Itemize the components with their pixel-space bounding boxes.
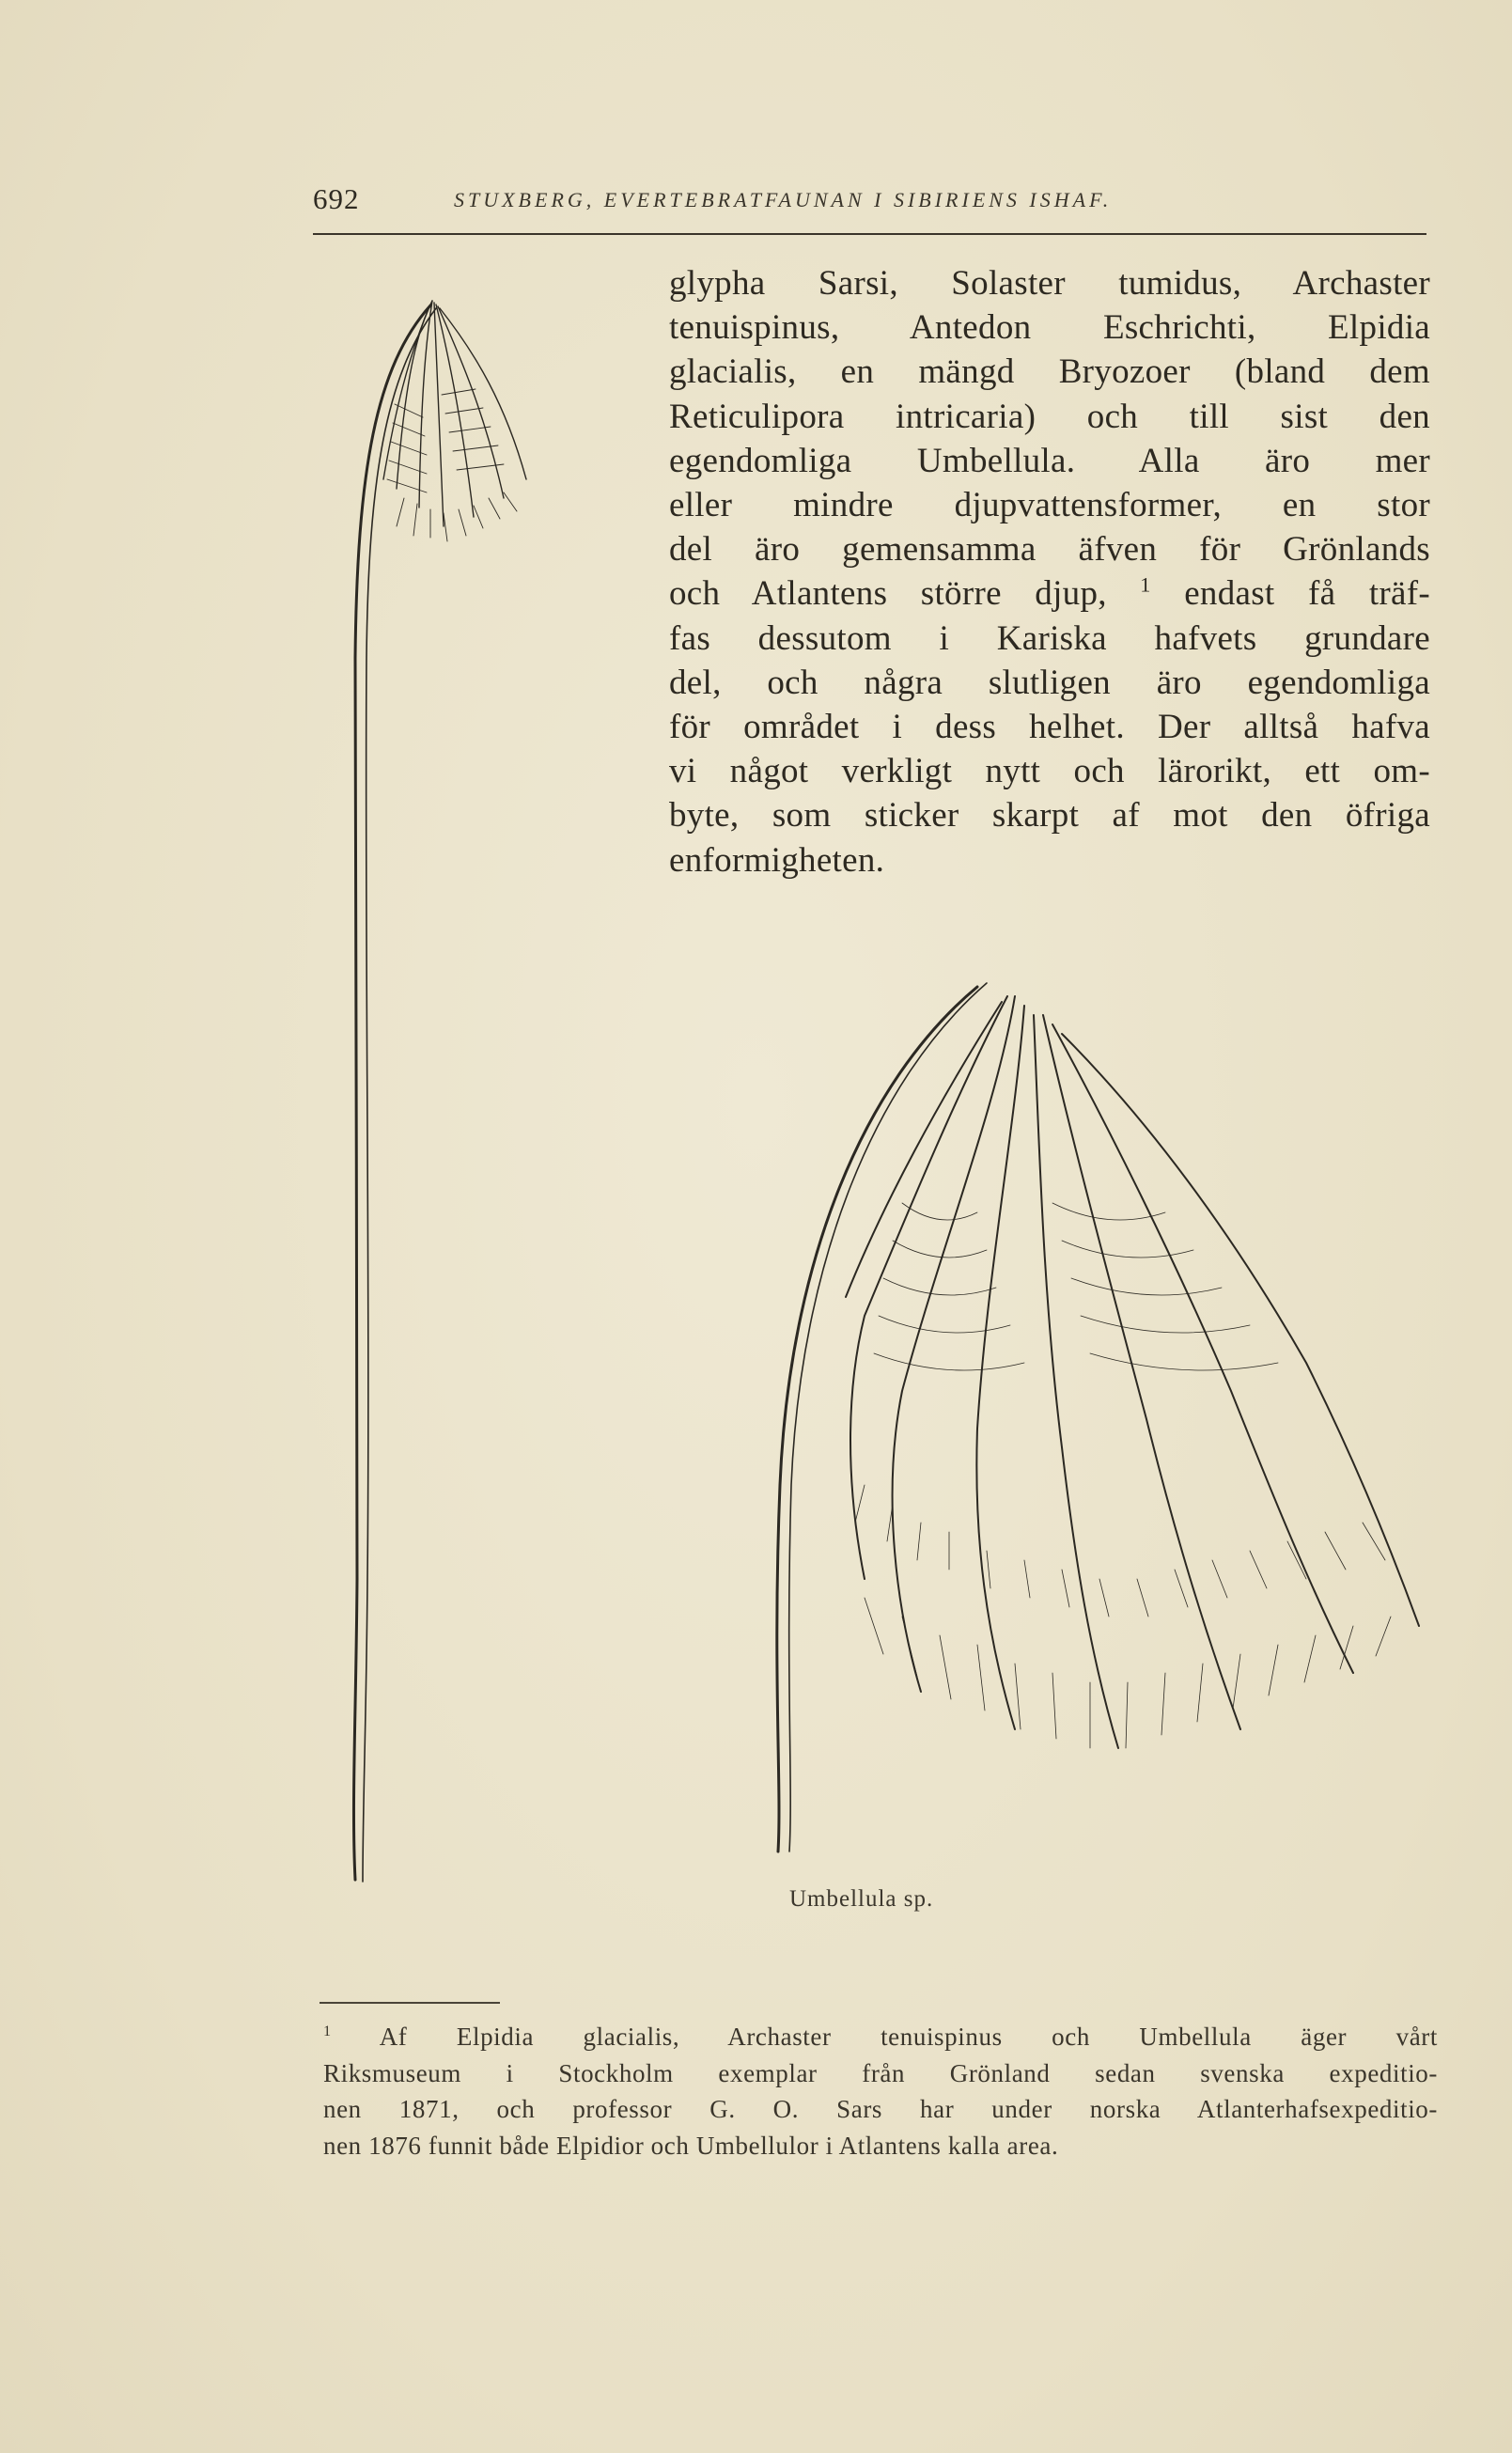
body-line: del äro gemensamma äfven för Grönlands — [669, 530, 1430, 570]
small-colony-stalk — [353, 305, 430, 1880]
footnote-line: Riksmuseum i Stockholm exemplar från Grönland sedan svenska expeditio- — [323, 2058, 1438, 2087]
running-title: STUXBERG, EVERTEBRATFAUNAN I SIBIRIENS ISHAF. — [454, 188, 1113, 211]
main-paragraph — [669, 261, 1430, 883]
body-line: Reticulipora intricaria) och till sist den — [669, 397, 1430, 436]
footnote-marker: 1 — [323, 2023, 332, 2039]
body-line: egendomliga Umbellula. Alla äro mer — [669, 441, 1430, 480]
body-line: tenuispinus, Antedon Eschrichti, Elpidia — [669, 308, 1430, 348]
body-line-part: och Atlantens större djup, — [669, 574, 1107, 614]
body-line: glypha Sarsi, Solaster tumidus, Archaster — [669, 264, 1430, 303]
small-colony-polyps — [383, 301, 526, 526]
body-line: enformigheten. — [669, 840, 885, 880]
footnote-reference[interactable]: 1 — [1140, 573, 1151, 598]
body-line: vi något verkligt nytt och lärorikt, ett om- — [669, 752, 1430, 791]
footnote-divider — [320, 2002, 500, 2004]
running-head — [313, 179, 1426, 235]
footnote — [323, 2019, 1438, 2164]
body-line: fas dessutom i Kariska hafvets grundare — [669, 618, 1430, 658]
body-line-with-footnote — [669, 571, 1430, 616]
body-line: för området i dess helhet. Der alltså hafva — [669, 708, 1430, 747]
body-line: del, och några slutligen äro egendomliga — [669, 663, 1430, 702]
footnote-text: Af Elpidia glacialis, Archaster tenuispinus och Umbellula äger vårt — [379, 2023, 1438, 2051]
body-line: byte, som sticker skarpt af mot den öfriga — [669, 796, 1430, 836]
small-colony-hatching — [387, 389, 517, 541]
body-line-part: endast få träf- — [1184, 574, 1430, 614]
large-colony-stalk — [777, 987, 977, 1851]
body-line: glacialis, en mängd Bryozoer (bland dem — [669, 352, 1430, 392]
footnote-line: nen 1871, och professor G. O. Sars har under norska Atlanterhafsexpeditio- — [323, 2095, 1438, 2123]
footnote-line: nen 1876 funnit både Elpidior och Umbellulor i Atlantens kalla area. — [323, 2131, 1059, 2160]
footnote-line — [323, 2019, 1438, 2055]
large-colony-shading — [855, 1203, 1391, 1748]
figure-caption: Umbellula sp. — [789, 1886, 934, 1912]
large-colony-polyps — [846, 996, 1419, 1748]
body-line: eller mindre djupvattensformer, en stor — [669, 486, 1430, 525]
page-number: 692 — [313, 182, 360, 215]
